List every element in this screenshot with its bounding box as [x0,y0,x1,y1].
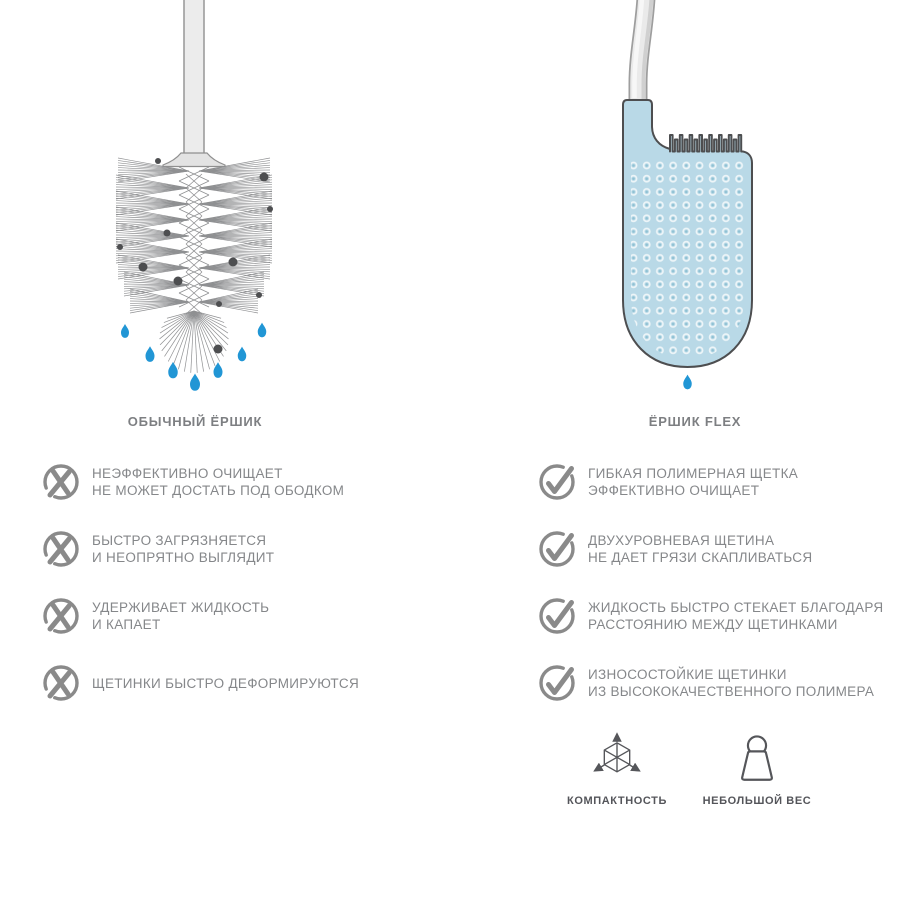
check-circle-icon [536,528,578,570]
water-drop [683,375,692,390]
pro-text-line: ГИБКАЯ ПОЛИМЕРНАЯ ЩЕТКА [588,466,799,481]
pro-item [536,595,896,662]
brush-handle [184,0,204,155]
pro-text-line: ДВУХУРОВНЕВАЯ ЩЕТИНА [588,533,775,548]
cross-circle-icon [40,461,82,503]
pro-item [536,662,896,729]
cross-circle-icon [40,662,82,704]
regular-brush-illustration [85,0,305,400]
con-text-line: УДЕРЖИВАЕТ ЖИДКОСТЬ [92,600,270,615]
pro-text-line: РАССТОЯНИЮ МЕЖДУ ЩЕТИНКАМИ [588,617,838,632]
kettlebell-weight-icon [728,731,786,789]
con-text-line: НЕ МОЖЕТ ДОСТАТЬ ПОД ОБОДКОМ [92,483,345,498]
check-circle-icon [536,461,578,503]
pro-text-line: НЕ ДАЕТ ГРЯЗИ СКАПЛИВАТЬСЯ [588,550,813,565]
con-item [40,528,510,595]
pro-item [536,528,896,595]
check-circle-icon [536,662,578,704]
con-text-line: И НЕОПРЯТНО ВЫГЛЯДИТ [92,550,275,565]
pro-item [536,461,896,528]
pro-text-line: ИЗ ВЫСОКОКАЧЕСТВЕННОГО ПОЛИМЕРА [588,684,875,699]
pro-text-line: ИЗНОСОСТОЙКИЕ ЩЕТИНКИ [588,667,787,682]
brush-cap [163,153,225,167]
con-item [40,595,510,662]
flex-brush-illustration [575,0,815,400]
check-circle-icon [536,595,578,637]
pros-list [536,461,896,729]
bristle-dots-texture [623,155,753,365]
pro-text-line: ЭФФЕКТИВНО ОЧИЩАЕТ [588,483,760,498]
water-drops [121,323,266,391]
flex-handle [635,0,652,103]
feature-compactness [537,731,697,807]
dimensions-cube-icon [588,731,646,789]
con-item [40,461,510,528]
con-text-line: И КАПАЕТ [92,617,161,632]
con-text-line: НЕЭФФЕКТИВНО ОЧИЩАЕТ [92,466,283,481]
con-text-line: БЫСТРО ЗАГРЯЗНЯЕТСЯ [92,533,267,548]
right-product-label: ЁРШИК FLEX [648,414,742,429]
feature-label: КОМПАКТНОСТЬ [567,795,667,807]
cross-circle-icon [40,595,82,637]
con-text-line: ЩЕТИНКИ БЫСТРО ДЕФОРМИРУЮТСЯ [92,676,360,691]
cross-circle-icon [40,528,82,570]
left-product-label: ОБЫЧНЫЙ ЁРШИК [127,414,263,429]
cons-list [40,461,510,729]
feature-badges [0,731,900,831]
feature-light-weight [677,731,837,807]
con-item [40,662,510,729]
pro-text-line: ЖИДКОСТЬ БЫСТРО СТЕКАЕТ БЛАГОДАРЯ [588,600,884,615]
feature-label: НЕБОЛЬШОЙ ВЕС [702,795,812,807]
